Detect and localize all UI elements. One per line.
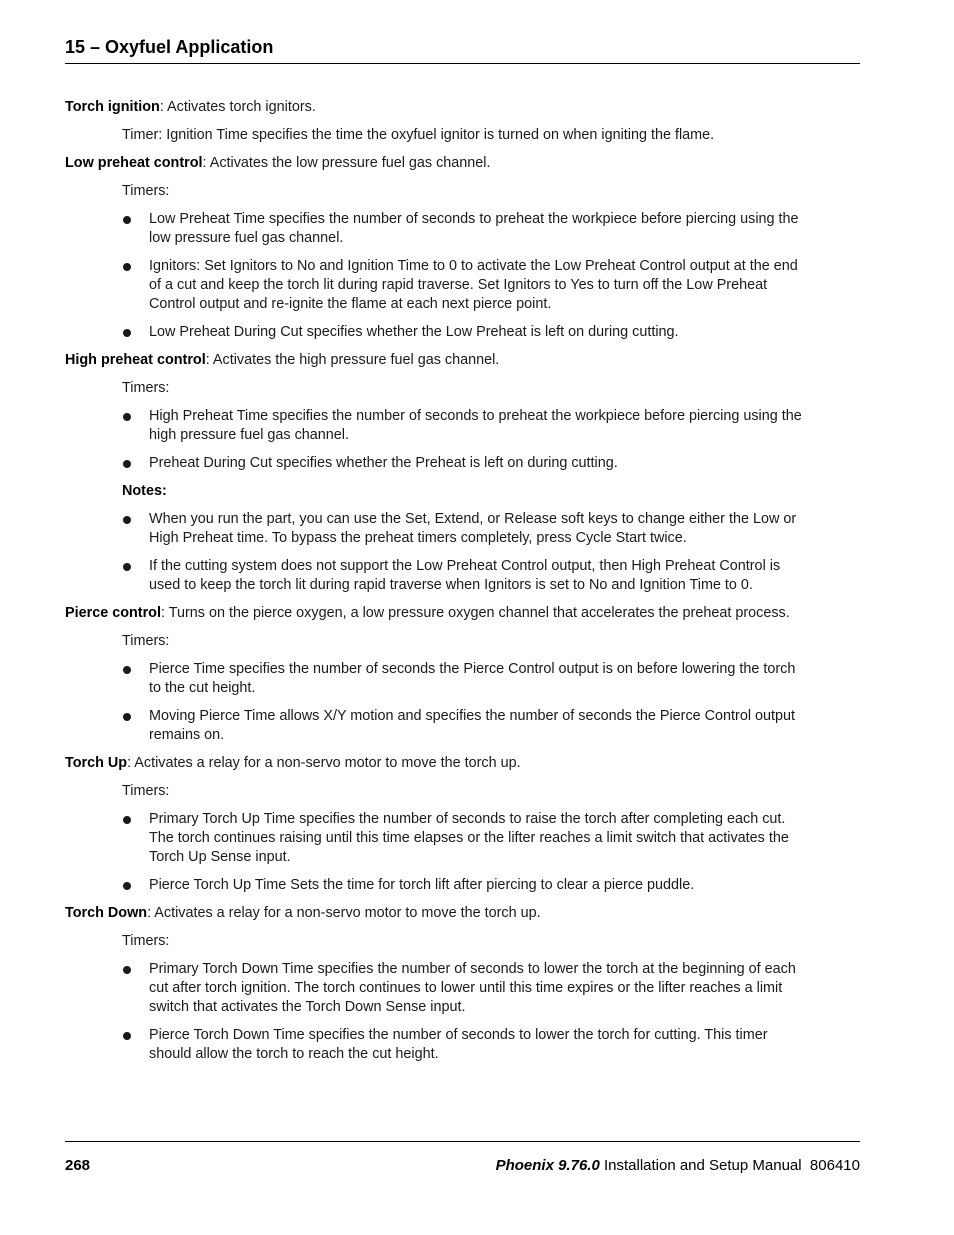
list-item <box>65 876 805 895</box>
list-item-text: Primary Torch Up Time specifies the number of seconds to raise the torch after completing each cut. The torch continues raising until this time elapses or the lifter reaches a limit switch that activates the Torch Up Sense input. <box>149 811 789 865</box>
list-item <box>65 257 805 314</box>
section-torch-up <box>65 754 825 895</box>
bullet-icon <box>123 713 131 721</box>
bullet-icon <box>123 263 131 271</box>
term-description: : Activates the low pressure fuel gas channel. <box>202 155 491 171</box>
bullet-icon <box>123 460 131 468</box>
bullet-icon <box>123 413 131 421</box>
section-pierce-control <box>65 604 825 745</box>
list-item <box>65 660 805 698</box>
list-item <box>65 454 805 473</box>
section-heading <box>65 754 825 773</box>
section-high-preheat-control <box>65 351 825 595</box>
term-description: : Activates torch ignitors. <box>159 99 316 115</box>
bullet-icon <box>123 666 131 674</box>
list-item-text: If the cutting system does not support the Low Preheat Control output, then High Preheat Control is used to keep the torch lit during rapid traverse when Ignitors is set to No and Ignition Time to 0. <box>149 558 781 593</box>
section-heading <box>65 604 825 623</box>
list-item-text: Preheat During Cut specifies whether the Preheat is left on during cutting. <box>149 455 618 471</box>
list-item-text: When you run the part, you can use the Set, Extend, or Release soft keys to change either the Low or High Preheat time. To bypass the preheat timers completely, press Cycle Start twice. <box>149 511 797 546</box>
bullet-icon <box>123 563 131 571</box>
notes-list <box>65 510 825 595</box>
list-item-text: Primary Torch Down Time specifies the number of seconds to lower the torch at the beginning of each cut after torch ignition. The torch continues to lower until this time expires or the lifter reaches a limit switch that activates the Torch Down Sense input. <box>149 961 796 1015</box>
product-name: Phoenix 9.76.0 <box>495 1157 600 1174</box>
section-heading <box>65 904 825 923</box>
term-description: : Activates a relay for a non-servo motor to move the torch up. <box>147 905 541 921</box>
timers-label: Timers: <box>122 783 170 799</box>
bullet-list <box>65 407 825 473</box>
bullet-icon <box>123 966 131 974</box>
bullet-icon <box>123 516 131 524</box>
manual-title: Installation and Setup Manual 806410 <box>599 1157 860 1174</box>
timers-label: Timers: <box>122 633 170 649</box>
list-item <box>65 707 805 745</box>
page-header <box>65 36 860 64</box>
section-heading <box>65 351 825 370</box>
term-description: : Turns on the pierce oxygen, a low pressure oxygen channel that accelerates the preheat process. <box>160 605 790 621</box>
timers-label: Timers: <box>122 183 170 199</box>
term: Pierce control <box>65 605 161 621</box>
list-item <box>65 210 805 248</box>
list-item-text: Low Preheat Time specifies the number of seconds to preheat the workpiece before piercing using the low pressure fuel gas channel. <box>149 211 799 246</box>
list-item-text: Pierce Torch Down Time specifies the number of seconds to lower the torch for cutting. This timer should allow the torch to reach the cut height. <box>149 1027 768 1062</box>
term: Torch Up <box>65 755 128 771</box>
bullet-list <box>65 210 825 342</box>
list-item <box>65 960 805 1017</box>
term: High preheat control <box>65 352 206 368</box>
term: Low preheat control <box>65 155 203 171</box>
section-heading <box>65 154 825 173</box>
list-item-text: Low Preheat During Cut specifies whether the Low Preheat is left on during cutting. <box>149 324 679 340</box>
list-item <box>65 510 805 548</box>
bullet-list <box>65 960 825 1064</box>
section-heading <box>65 98 825 117</box>
section-low-preheat-control <box>65 154 825 342</box>
list-item <box>65 810 805 867</box>
document-body <box>65 98 825 1073</box>
bullet-icon <box>123 816 131 824</box>
list-item-text: Moving Pierce Time allows X/Y motion and specifies the number of seconds the Pierce Control output remains on. <box>149 708 796 743</box>
bullet-icon <box>123 882 131 890</box>
list-item-text: Pierce Time specifies the number of seconds the Pierce Control output is on before lowering the torch to the cut height. <box>149 661 796 696</box>
term: Torch ignition <box>65 99 160 115</box>
list-item-text: High Preheat Time specifies the number of seconds to preheat the workpiece before piercing using the high pressure fuel gas channel. <box>149 408 802 443</box>
term-description: : Activates the high pressure fuel gas channel. <box>205 352 500 368</box>
list-item-text: Pierce Torch Up Time Sets the time for torch lift after piercing to clear a pierce puddle. <box>149 877 695 893</box>
list-item <box>65 557 805 595</box>
manual-reference <box>496 1156 860 1175</box>
term: Torch Down <box>65 905 148 921</box>
bullet-icon <box>123 1032 131 1040</box>
timers-label: Timers: <box>122 380 170 396</box>
list-item <box>65 407 805 445</box>
bullet-list <box>65 810 825 895</box>
bullet-list <box>65 660 825 745</box>
section-torch-ignition <box>65 98 825 145</box>
section-torch-down <box>65 904 825 1064</box>
bullet-icon <box>123 216 131 224</box>
bullet-icon <box>123 329 131 337</box>
chapter-title: 15 – Oxyfuel Application <box>65 37 274 57</box>
timer-description: Timer: Ignition Time specifies the time the oxyfuel ignitor is turned on when igniting the flame. <box>122 127 715 143</box>
notes-label: Notes: <box>122 483 167 499</box>
page-footer <box>65 1141 860 1174</box>
timers-label: Timers: <box>122 933 170 949</box>
list-item-text: Ignitors: Set Ignitors to No and Ignition Time to 0 to activate the Low Preheat Control output at the end of a cut and keep the torch lit during rapid traverse. Set Ignitors to Yes to turn off the Low Preheat Control output and re-ignite the flame at each next pierce point. <box>149 258 798 312</box>
list-item <box>65 323 805 342</box>
term-description: : Activates a relay for a non-servo motor to move the torch up. <box>127 755 521 771</box>
page-number: 268 <box>65 1157 91 1174</box>
list-item <box>65 1026 805 1064</box>
